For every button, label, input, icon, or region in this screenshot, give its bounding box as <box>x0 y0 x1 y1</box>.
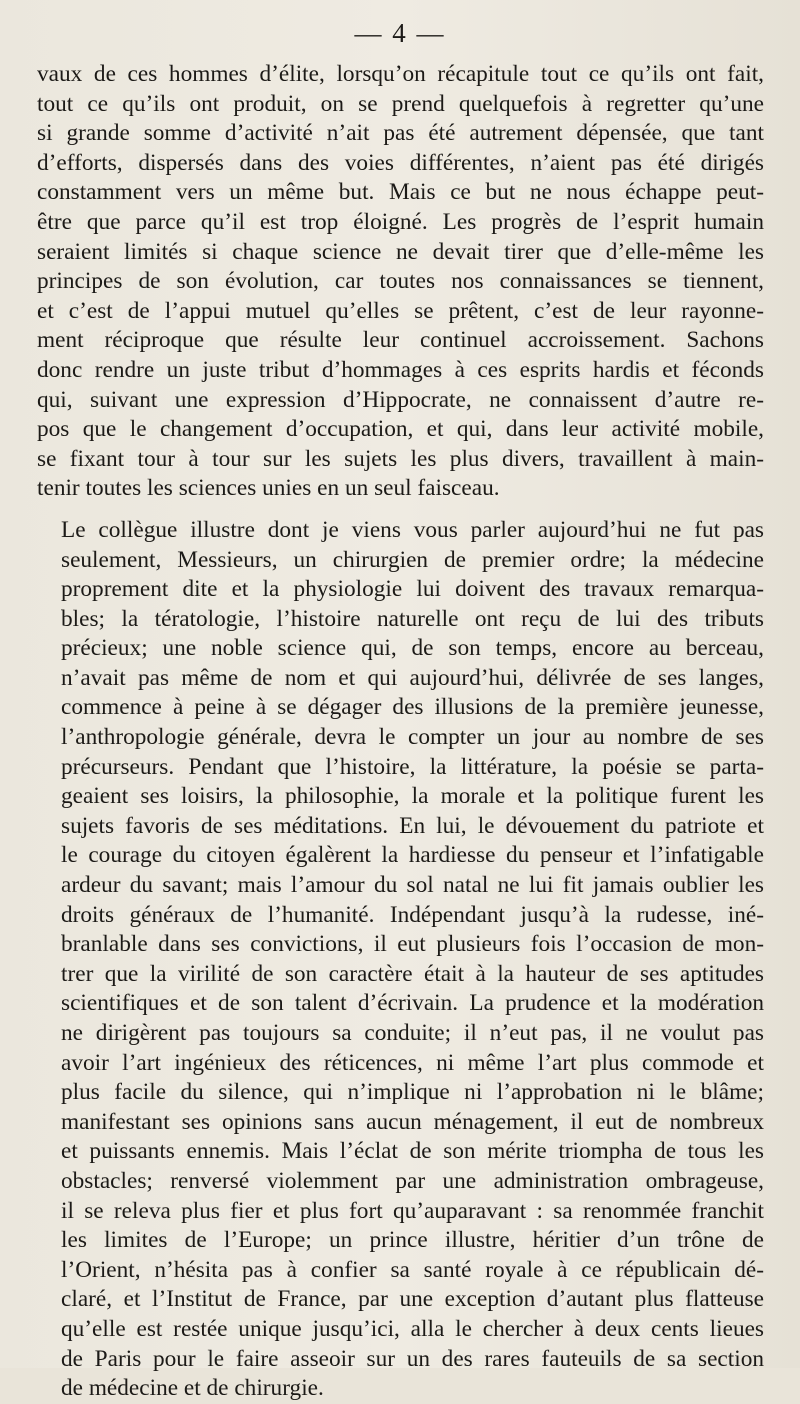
text-line: tout ce qu’ils ont produit, on se prend quelquefois à regretter qu’une <box>37 90 764 117</box>
text-line: tenir toutes les sciences unies en un seul faisceau. <box>37 475 500 502</box>
text-line: geaient ses loisirs, la philosophie, la morale et la politique furent les <box>61 783 764 810</box>
text-line: donc rendre un juste tribut d’hommages à ces esprits hardis et féconds <box>37 356 764 383</box>
text-line: d’efforts, dispersés dans des voies différentes, n’aient pas été dirigés <box>37 149 764 176</box>
text-line: ardeur du savant; mais l’amour du sol natal ne lui fit jamais oublier les <box>61 872 764 899</box>
text-line: l’anthropologie générale, devra le compter un jour au nombre de ses <box>61 724 764 751</box>
body-text <box>37 60 764 1404</box>
text-line: n’avait pas même de nom et qui aujourd’hui, délivrée de ses langes, <box>61 664 764 691</box>
text-line: il se releva plus fier et plus fort qu’auparavant : sa renommée franchit <box>61 1197 764 1224</box>
text-line: droits généraux de l’humanité. Indépendant jusqu’à la rudesse, iné- <box>61 901 764 928</box>
text-line: Le collègue illustre dont je viens vous parler aujourd’hui ne fut pas <box>61 516 764 543</box>
text-line: principes de son évolution, car toutes nos connaissances se tiennent, <box>37 268 764 295</box>
text-line: si grande somme d’activité n’ait pas été autrement dépensée, que tant <box>37 120 764 147</box>
text-line: les limites de l’Europe; un prince illustre, héritier d’un trône de <box>61 1227 764 1254</box>
text-line: précurseurs. Pendant que l’histoire, la littérature, la poésie se parta- <box>61 753 764 780</box>
text-line: constamment vers un même but. Mais ce but ne nous échappe peut- <box>37 179 764 206</box>
text-line: vaux de ces hommes d’élite, lorsqu’on récapitule tout ce qu’ils ont fait, <box>37 61 764 87</box>
text-line: seraient limités si chaque science ne devait tirer que d’elle-même les <box>37 238 764 265</box>
text-line: qu’elle est restée unique jusqu’ici, alla le chercher à deux cents lieues <box>61 1315 764 1342</box>
paragraph-1 <box>37 60 764 504</box>
text-line: manifestant ses opinions sans aucun ménagement, il eut de nombreux <box>61 1108 764 1135</box>
text-line: avoir l’art ingénieux des réticences, ni même l’art plus commode et <box>61 1049 764 1076</box>
text-line: pos que le changement d’occupation, et qui, dans leur activité mobile, <box>37 416 764 443</box>
text-line: ne dirigèrent pas toujours sa conduite; il n’eut pas, il ne voulut pas <box>61 1020 764 1046</box>
text-line: claré, et l’Institut de France, par une exception d’autant plus flatteuse <box>61 1286 764 1313</box>
text-line: plus facile du silence, qui n’implique ni l’approbation ni le blâme; <box>61 1079 764 1106</box>
text-line: qui, suivant une expression d’Hippocrate, ne connaissent d’autre re- <box>37 386 764 413</box>
text-line: sujets favoris de ses méditations. En lui, le dévouement du patriote et <box>61 812 764 839</box>
text-line: obstacles; renversé violemment par une administration ombrageuse, <box>61 1167 764 1194</box>
text-line: de Paris pour le faire asseoir sur un des rares fauteuils de sa section <box>61 1345 764 1372</box>
text-line: précieux; une noble science qui, de son temps, encore au berceau, <box>61 635 764 662</box>
text-line: trer que la virilité de son caractère était à la hauteur de ses aptitudes <box>61 960 764 987</box>
text-line: seulement, Messieurs, un chirurgien de premier ordre; la médecine <box>61 546 764 573</box>
text-line: le courage du citoyen égalèrent la hardiesse du penseur et l’infatigable <box>61 842 764 869</box>
text-line: branlable dans ses convictions, il eut plusieurs fois l’occasion de mon- <box>61 931 764 958</box>
text-line: être que parce qu’il est trop éloigné. Les progrès de l’esprit humain <box>37 208 764 235</box>
text-line: proprement dite et la physiologie lui doivent des travaux remarqua- <box>61 576 764 603</box>
text-line: ment réciproque que résulte leur continuel accroissement. Sachons <box>37 327 764 354</box>
text-line: bles; la tératologie, l’histoire naturelle ont reçu de lui des tributs <box>61 605 764 632</box>
text-line: et c’est de l’appui mutuel qu’elles se prêtent, c’est de leur rayonne- <box>37 297 764 324</box>
text-line: de médecine et de chirurgie. <box>61 1375 324 1402</box>
text-line: l’Orient, n’hésita pas à confier sa santé royale à ce républicain dé- <box>61 1256 764 1283</box>
page-number: — 4 — <box>354 18 446 48</box>
text-line: et puissants ennemis. Mais l’éclat de son mérite triompha de tous les <box>61 1138 764 1165</box>
text-line: scientifiques et de son talent d’écrivain. La prudence et la modération <box>61 990 764 1017</box>
text-line: commence à peine à se dégager des illusions de la première jeunesse, <box>61 694 764 721</box>
text-line: se fixant tour à tour sur les sujets les plus divers, travaillent à main- <box>37 445 764 472</box>
paragraph-2 <box>37 516 764 1404</box>
